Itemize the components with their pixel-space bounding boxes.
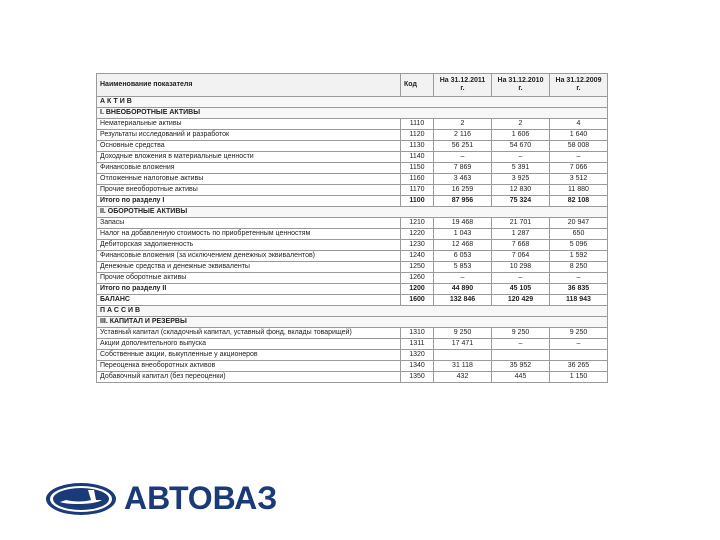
section-header-row <box>97 317 608 328</box>
row-code: 1220 <box>401 229 434 240</box>
value-2011: 17 471 <box>434 339 492 350</box>
table-row <box>97 196 608 207</box>
section-header-row <box>97 108 608 119</box>
section-title: ПАССИВ <box>97 306 608 317</box>
value-2009: 5 096 <box>550 240 608 251</box>
row-name: Результаты исследований и разработок <box>97 130 401 141</box>
section-title: III. КАПИТАЛ И РЕЗЕРВЫ <box>97 317 608 328</box>
balance-table <box>96 73 608 383</box>
row-name: Добавочный капитал (без переоценки) <box>97 372 401 383</box>
value-2009: 8 250 <box>550 262 608 273</box>
value-2011: 44 890 <box>434 284 492 295</box>
value-2011: 1 043 <box>434 229 492 240</box>
value-2011 <box>434 350 492 361</box>
row-name: Итого по разделу II <box>97 284 401 295</box>
value-2011: 2 116 <box>434 130 492 141</box>
value-2009 <box>550 350 608 361</box>
value-2011: – <box>434 273 492 284</box>
table-row <box>97 229 608 240</box>
value-2010: – <box>492 273 550 284</box>
value-2009: 36 265 <box>550 361 608 372</box>
value-2010: – <box>492 152 550 163</box>
section-header-row <box>97 207 608 218</box>
row-name: Дебиторская задолженность <box>97 240 401 251</box>
row-code: 1170 <box>401 185 434 196</box>
row-code: 1120 <box>401 130 434 141</box>
row-name: Основные средства <box>97 141 401 152</box>
row-code: 1250 <box>401 262 434 273</box>
table-row <box>97 339 608 350</box>
row-name: Финансовые вложения <box>97 163 401 174</box>
row-name: Уставный капитал (складочный капитал, уставный фонд, вклады товарищей) <box>97 328 401 339</box>
value-2011: 132 846 <box>434 295 492 306</box>
row-code: 1160 <box>401 174 434 185</box>
table-row <box>97 185 608 196</box>
value-2010 <box>492 350 550 361</box>
row-name: Прочие оборотные активы <box>97 273 401 284</box>
value-2009: – <box>550 152 608 163</box>
value-2009: – <box>550 273 608 284</box>
value-2011: 16 259 <box>434 185 492 196</box>
value-2009: 1 592 <box>550 251 608 262</box>
table-body <box>97 97 608 383</box>
header-col-2010: На 31.12.2010 г. <box>492 74 550 97</box>
table-header-row <box>97 74 608 97</box>
value-2011: 56 251 <box>434 141 492 152</box>
value-2010: 445 <box>492 372 550 383</box>
row-code: 1210 <box>401 218 434 229</box>
row-name: Налог на добавленную стоимость по приобретенным ценностям <box>97 229 401 240</box>
value-2011: 9 250 <box>434 328 492 339</box>
avtovaz-logo <box>44 480 277 517</box>
header-code: Код <box>401 74 434 97</box>
header-col-2011: На 31.12.2011 г. <box>434 74 492 97</box>
table-row <box>97 251 608 262</box>
row-name: Отложенные налоговые активы <box>97 174 401 185</box>
table-row <box>97 163 608 174</box>
table-row <box>97 284 608 295</box>
value-2010: 75 324 <box>492 196 550 207</box>
row-code: 1200 <box>401 284 434 295</box>
value-2011: 19 468 <box>434 218 492 229</box>
value-2011: 432 <box>434 372 492 383</box>
row-code: 1310 <box>401 328 434 339</box>
table-row <box>97 350 608 361</box>
value-2009: 9 250 <box>550 328 608 339</box>
row-name: Нематериальные активы <box>97 119 401 130</box>
row-name: Доходные вложения в материальные ценности <box>97 152 401 163</box>
value-2011: 87 956 <box>434 196 492 207</box>
row-code: 1320 <box>401 350 434 361</box>
row-code: 1110 <box>401 119 434 130</box>
table-row <box>97 328 608 339</box>
row-name: Финансовые вложения (за исключением денежных эквивалентов) <box>97 251 401 262</box>
row-name: Собственные акции, выкупленные у акционеров <box>97 350 401 361</box>
value-2009: 36 835 <box>550 284 608 295</box>
table-row <box>97 174 608 185</box>
table-row <box>97 273 608 284</box>
row-code: 1340 <box>401 361 434 372</box>
value-2011: 12 468 <box>434 240 492 251</box>
value-2010: 45 105 <box>492 284 550 295</box>
table-row <box>97 130 608 141</box>
row-name: Запасы <box>97 218 401 229</box>
value-2009: 1 150 <box>550 372 608 383</box>
section-header-row <box>97 97 608 108</box>
row-code: 1130 <box>401 141 434 152</box>
lada-boat-emblem-icon <box>44 481 118 517</box>
value-2010: 5 391 <box>492 163 550 174</box>
value-2009: 11 880 <box>550 185 608 196</box>
value-2009: 20 947 <box>550 218 608 229</box>
row-code: 1240 <box>401 251 434 262</box>
value-2009: 58 008 <box>550 141 608 152</box>
value-2009: 650 <box>550 229 608 240</box>
table-row <box>97 262 608 273</box>
table-row <box>97 119 608 130</box>
value-2011: 3 463 <box>434 174 492 185</box>
value-2010: 7 064 <box>492 251 550 262</box>
value-2009: – <box>550 339 608 350</box>
value-2010: 9 250 <box>492 328 550 339</box>
value-2009: 82 108 <box>550 196 608 207</box>
value-2010: 2 <box>492 119 550 130</box>
row-code: 1311 <box>401 339 434 350</box>
value-2010: 10 298 <box>492 262 550 273</box>
value-2011: 7 869 <box>434 163 492 174</box>
value-2011: – <box>434 152 492 163</box>
value-2011: 6 053 <box>434 251 492 262</box>
value-2010: 35 952 <box>492 361 550 372</box>
value-2010: 3 925 <box>492 174 550 185</box>
table-row <box>97 372 608 383</box>
row-code: 1100 <box>401 196 434 207</box>
value-2010: 12 830 <box>492 185 550 196</box>
row-name: Прочие внеоборотные активы <box>97 185 401 196</box>
value-2010: 120 429 <box>492 295 550 306</box>
table-row <box>97 218 608 229</box>
value-2010: – <box>492 339 550 350</box>
row-code: 1150 <box>401 163 434 174</box>
value-2010: 54 670 <box>492 141 550 152</box>
table-row <box>97 152 608 163</box>
value-2010: 7 668 <box>492 240 550 251</box>
table-row <box>97 240 608 251</box>
value-2010: 1 606 <box>492 130 550 141</box>
row-code: 1600 <box>401 295 434 306</box>
row-code: 1140 <box>401 152 434 163</box>
table-row <box>97 361 608 372</box>
value-2009: 4 <box>550 119 608 130</box>
row-name: Итого по разделу I <box>97 196 401 207</box>
value-2011: 5 853 <box>434 262 492 273</box>
section-title: АКТИВ <box>97 97 608 108</box>
header-name: Наименование показателя <box>97 74 401 97</box>
row-name: Акции дополнительного выпуска <box>97 339 401 350</box>
row-code: 1260 <box>401 273 434 284</box>
row-name: Переоценка внеоборотных активов <box>97 361 401 372</box>
table-row <box>97 141 608 152</box>
value-2009: 7 066 <box>550 163 608 174</box>
value-2011: 31 118 <box>434 361 492 372</box>
header-col-2009: На 31.12.2009 г. <box>550 74 608 97</box>
table-row <box>97 295 608 306</box>
section-title: II. ОБОРОТНЫЕ АКТИВЫ <box>97 207 608 218</box>
row-code: 1230 <box>401 240 434 251</box>
section-title: I. ВНЕОБОРОТНЫЕ АКТИВЫ <box>97 108 608 119</box>
value-2010: 1 287 <box>492 229 550 240</box>
row-name: БАЛАНС <box>97 295 401 306</box>
row-name: Денежные средства и денежные эквиваленты <box>97 262 401 273</box>
brand-name: АВТОВАЗ <box>124 480 278 516</box>
value-2009: 1 640 <box>550 130 608 141</box>
section-header-row <box>97 306 608 317</box>
value-2010: 21 701 <box>492 218 550 229</box>
balance-sheet <box>96 73 608 383</box>
row-code: 1350 <box>401 372 434 383</box>
value-2009: 3 512 <box>550 174 608 185</box>
value-2009: 118 943 <box>550 295 608 306</box>
value-2011: 2 <box>434 119 492 130</box>
